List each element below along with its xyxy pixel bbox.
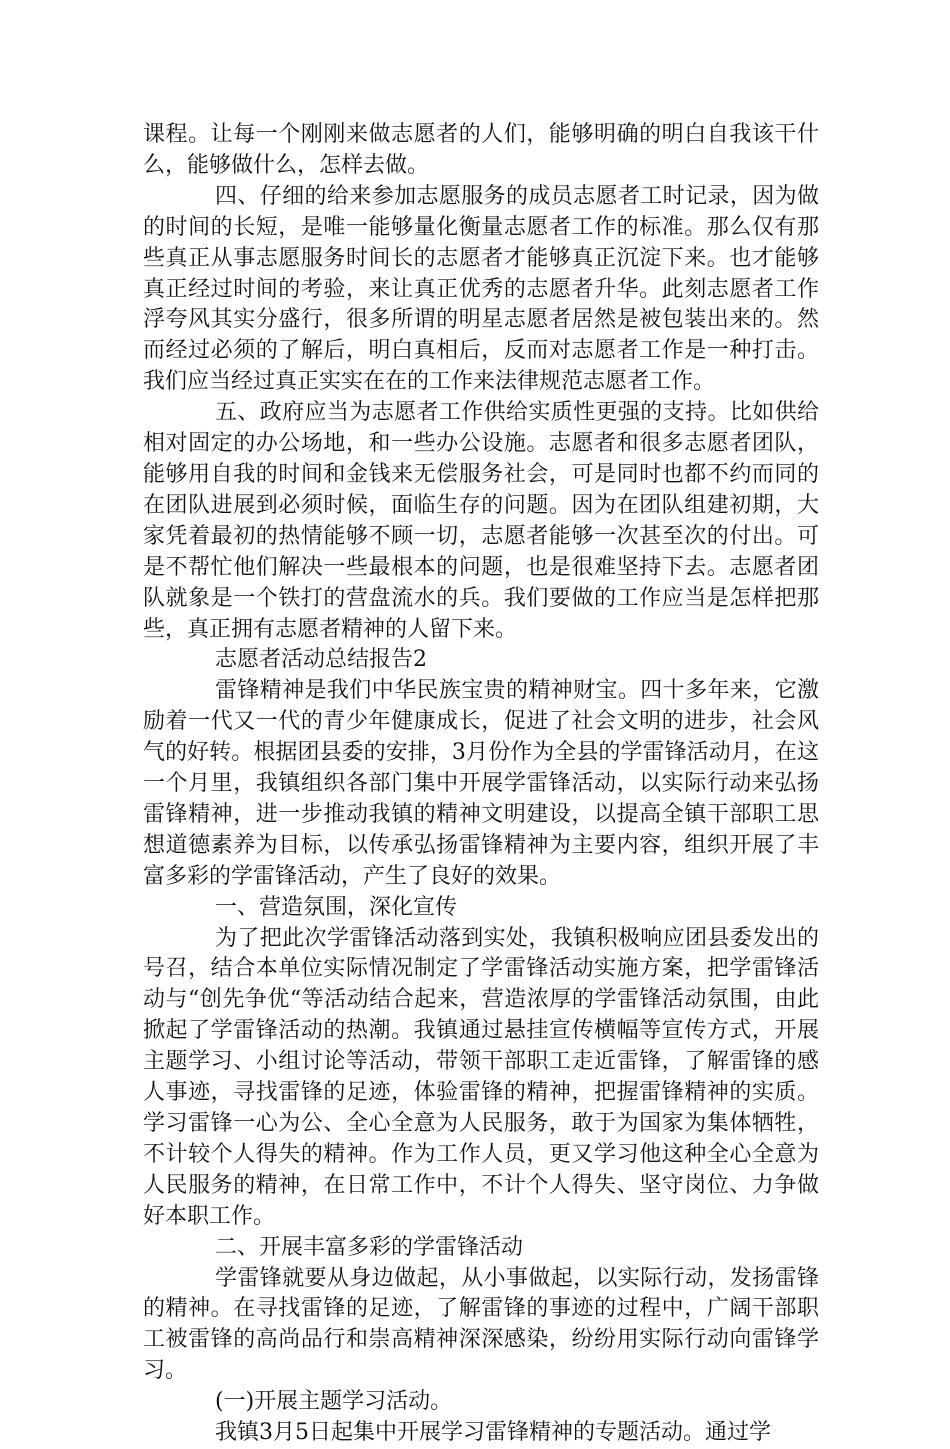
section-heading-two: 二、开展丰富多彩的学雷锋活动 bbox=[215, 1234, 524, 1260]
paragraph-point-four: 四、仔细的给来参加志愿服务的成员志愿者工时记录，因为做的时间的长短，是唯一能够量化衡量志愿者工作的标准。那么仅有那些真正从事志愿服务时间长的志愿者才能够真正沉淀下来。也才能够真正经过时间的考验，来让真正优秀的志愿者升华。此刻志愿者工作浮夸风其实分盛行，很多所谓的明星志愿者居然是被包装出来的。然而经过必须的了解后，明白真相后，反而对志愿者工作是一种打击。我们应当经过真正实实在在的工作来法律规范志愿者工作。 bbox=[143, 183, 819, 395]
paragraph-report-intro: 雷锋精神是我们中华民族宝贵的精神财宝。四十多年来，它激励着一代又一代的青少年健康成长，促进了社会文明的进步，社会风气的好转。根据团县委的安排，3月份作为全县的学雷锋活动月，在这一个月里，我镇组织各部门集中开展学雷锋活动，以实际行动来弘扬雷锋精神，进一步推动我镇的精神文明建设，以提高全镇干部职工思想道德素养为目标，以传承弘扬雷锋精神为主要内容，组织开展了丰富多彩的学雷锋活动，产生了良好的效果。 bbox=[143, 678, 819, 889]
document-page bbox=[143, 120, 819, 1449]
section-heading-one: 一、营造氛围，深化宣传 bbox=[215, 894, 458, 920]
paragraph-section-two: 学雷锋就要从身边做起，从小事做起，以实际行动，发扬雷锋的精神。在寻找雷锋的足迹，了解雷锋的事迹的过程中，广阔干部职工被雷锋的高尚品行和崇高精神深深感染，纷纷用实际行动向雷锋学习。 bbox=[143, 1265, 819, 1384]
subsection-heading-one: (一)开展主题学习活动。 bbox=[215, 1389, 453, 1415]
paragraph-point-five: 五、政府应当为志愿者工作供给实质性更强的支持。比如供给相对固定的办公场地，和一些办公设施。志愿者和很多志愿者团队，能够用自我的时间和金钱来无偿服务社会，可是同时也都不约而同的在团队进展到必须时候，面临生存的问题。因为在团队组建初期，大家凭着最初的热情能够不顾一切，志愿者能够一次甚至次的付出。可是不帮忙他们解决一些最根本的问题，也是很难坚持下去。志愿者团队就象是一个铁打的营盘流水的兵。我们要做的工作应当是怎样把那些，真正拥有志愿者精神的人留下来。 bbox=[143, 400, 819, 642]
report-title: 志愿者活动总结报告2 bbox=[215, 647, 427, 673]
paragraph-subsection-one: 我镇3月5日起集中开展学习雷锋精神的专题活动。通过学 bbox=[215, 1420, 771, 1446]
paragraph-section-one: 为了把此次学雷锋活动落到实处，我镇积极响应团县委发出的号召，结合本单位实际情况制定了学雷锋活动实施方案，把学雷锋活动与“创先争优“等活动结合起来，营造浓厚的学雷锋活动氛围，由此掀起了学雷锋活动的热潮。我镇通过悬挂宣传横幅等宣传方式，开展主题学习、小组讨论等活动，带领干部职工走近雷锋，了解雷锋的感人事迹，寻找雷锋的足迹，体验雷锋的精神，把握雷锋精神的实质。学习雷锋一心为公、全心全意为人民服务，敢于为国家为集体牺牲，不计较个人得失的精神。作为工作人员，更又学习他这种全心全意为人民服务的精神，在日常工作中，不计个人得失、坚守岗位、力争做好本职工作。 bbox=[143, 925, 819, 1229]
paragraph-course-intro: 课程。让每一个刚刚来做志愿者的人们，能够明确的明白自我该干什么，能够做什么，怎样去做。 bbox=[143, 122, 819, 178]
